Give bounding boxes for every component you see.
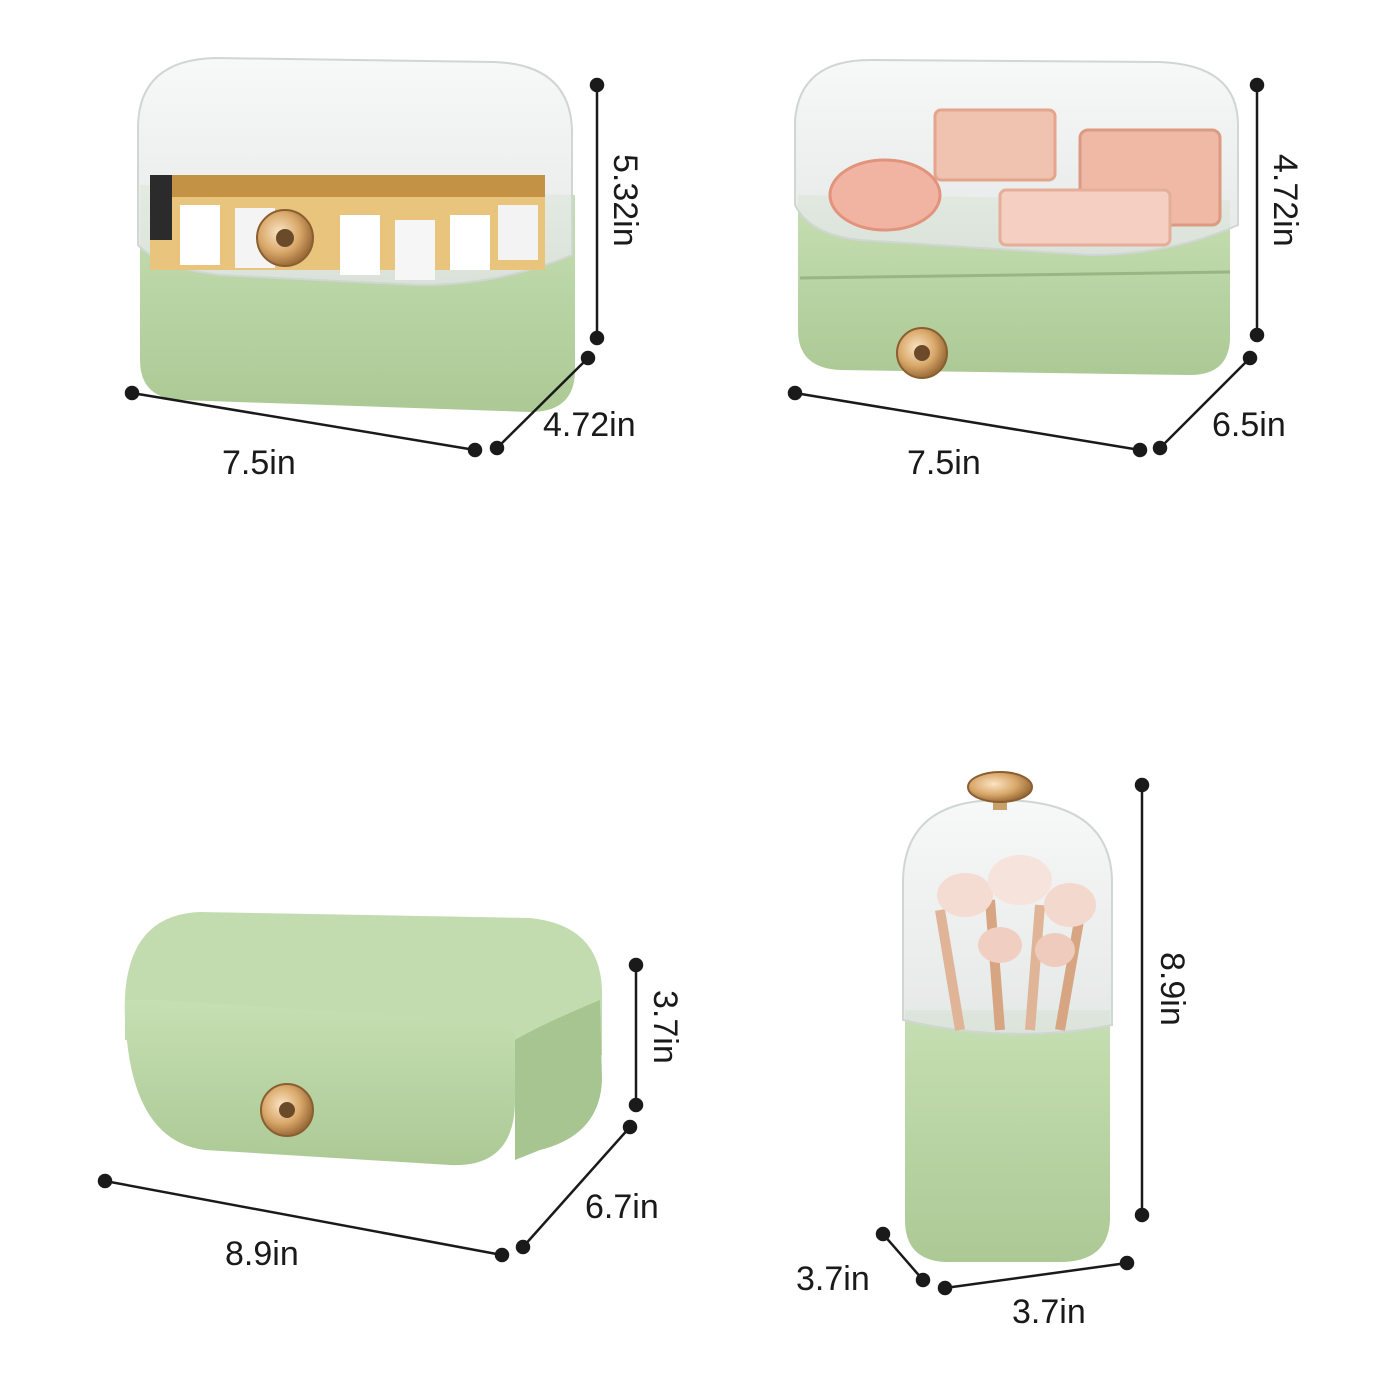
green-front [125,1000,515,1165]
label-width-product3: 8.9in [225,1235,299,1273]
product-makeup-drawer-box [795,60,1238,378]
label-depth-product3: 6.7in [585,1188,659,1226]
gold-knob [968,772,1032,802]
product-lipstick-box [138,58,575,412]
label-width-product4: 3.7in [1012,1293,1086,1331]
green-base [905,1010,1110,1262]
label-depth-product1: 4.72in [543,406,636,444]
label-depth-product4: 3.7in [796,1260,870,1298]
product-brush-holder [903,772,1112,1262]
label-height-product2: 4.72in [1266,154,1304,247]
lipsticks [150,175,545,280]
label-height-product3: 3.7in [646,990,684,1064]
label-depth-product2: 6.5in [1212,406,1286,444]
label-width-product2: 7.5in [907,444,981,482]
product-drawer-box [125,912,602,1165]
label-width-product1: 7.5in [222,444,296,482]
label-height-product1: 5.32in [606,154,644,247]
label-height-product4: 8.9in [1153,952,1191,1026]
